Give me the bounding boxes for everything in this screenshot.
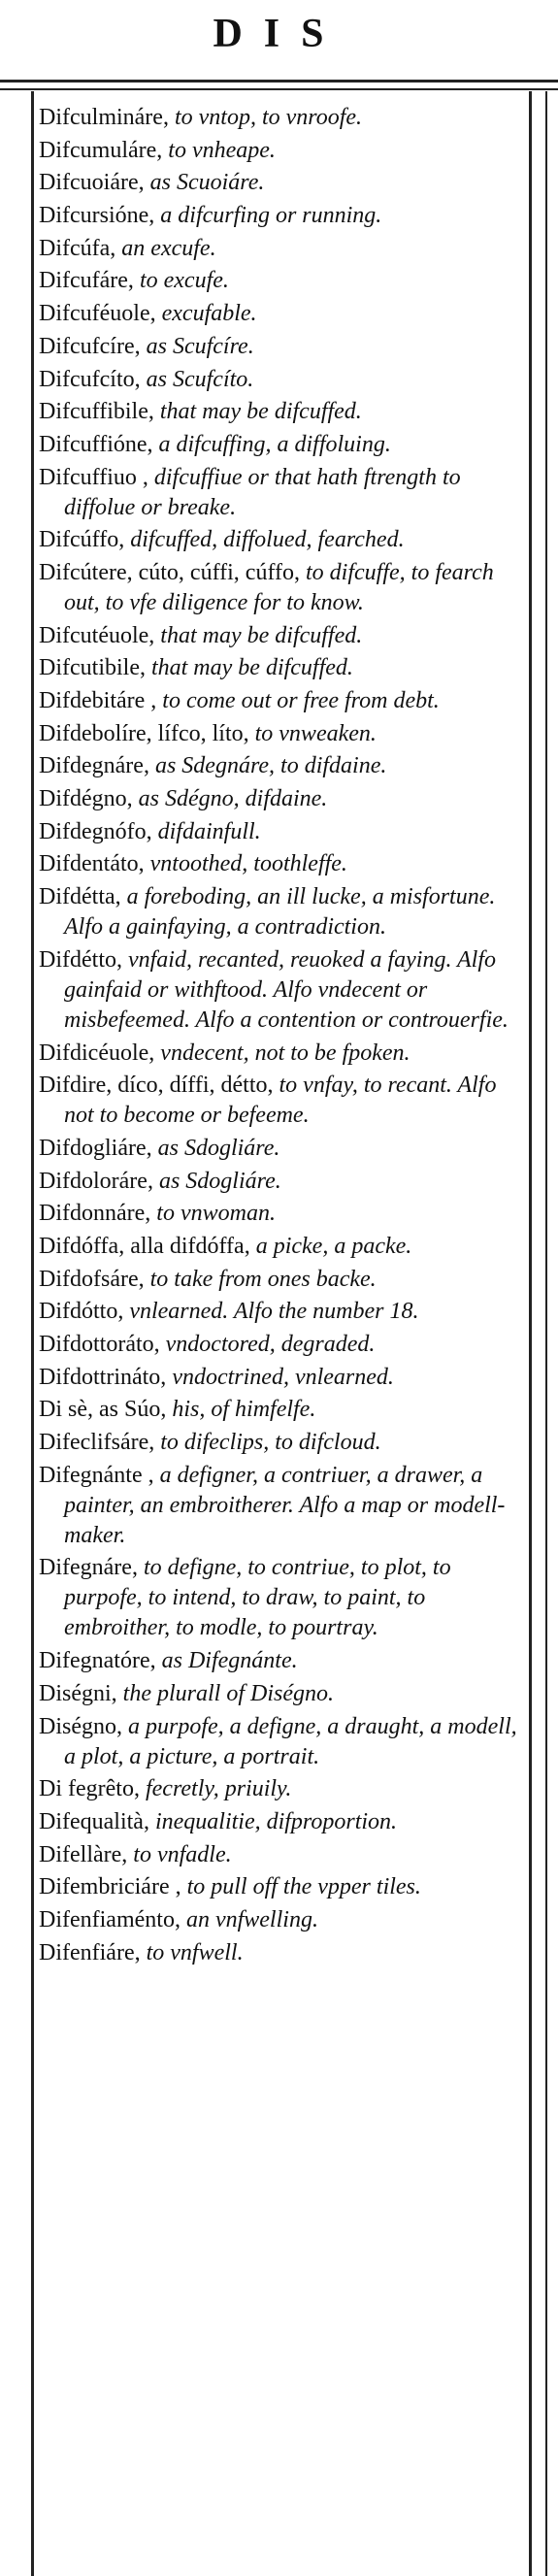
headword: Difcútere, cúto, cúffi, cúffo, xyxy=(39,559,301,585)
definition: as Scufcíre. xyxy=(146,333,254,359)
definition: a foreboding, an ill lucke, a misfortune. Alfo a gainfaying, a contradiction. xyxy=(64,884,496,941)
dictionary-entry xyxy=(39,299,524,329)
dictionary-entry xyxy=(39,1938,524,1968)
header-rule xyxy=(0,80,558,83)
column-rule-right xyxy=(529,91,532,2576)
definition: inequalitie, difproportion. xyxy=(154,1808,398,1834)
headword: Difdicéuole, xyxy=(39,1040,155,1066)
dictionary-entry xyxy=(39,945,524,1036)
dictionary-entry xyxy=(39,1428,524,1458)
definition: to come out or free from debt. xyxy=(162,688,440,713)
headword: Difdétto, xyxy=(39,946,122,973)
definition: fecretly, priuily. xyxy=(145,1776,292,1802)
dictionary-entry xyxy=(39,1297,524,1327)
dictionary-entry xyxy=(39,817,524,847)
dictionary-entry xyxy=(39,1679,524,1709)
headword: Difdegnófo, xyxy=(39,818,152,844)
headword: Difcuffiuo , xyxy=(39,464,148,490)
definition: an vnfwelling. xyxy=(185,1906,318,1932)
headword: Difcúfa, xyxy=(39,235,116,261)
dictionary-entry xyxy=(39,463,524,523)
dictionary-entry xyxy=(39,365,524,395)
headword: Difenfiaménto, xyxy=(39,1906,181,1932)
dictionary-entry xyxy=(39,234,524,264)
definition: to vnwoman. xyxy=(156,1201,276,1227)
definition: as Sdogliáre. xyxy=(158,1168,281,1194)
dictionary-entry xyxy=(39,1363,524,1393)
headword: Difcufcíre, xyxy=(39,333,141,359)
headword: Difcutibile, xyxy=(39,655,146,681)
headword: Difegnánte , xyxy=(39,1462,154,1488)
headword: Difcuffibile, xyxy=(39,399,154,425)
definition: a defigner, a contriuer, a drawer, a painter, an embroitherer. Alfo a map or modell-maker. xyxy=(64,1462,506,1548)
dictionary-entry xyxy=(39,1395,524,1425)
definition: a difcuffing, a diffoluing. xyxy=(158,431,391,457)
dictionary-entry xyxy=(39,1872,524,1902)
margin-rule xyxy=(545,91,547,2576)
headword: Difequalità, xyxy=(39,1808,149,1834)
headword: Difenfiáre, xyxy=(39,1939,141,1965)
dictionary-entry xyxy=(39,430,524,460)
dictionary-entry xyxy=(39,1646,524,1676)
dictionary-entry xyxy=(39,653,524,683)
dictionary-entry xyxy=(39,1461,524,1551)
dictionary-entry xyxy=(39,1167,524,1197)
definition: to pull off the vpper tiles. xyxy=(186,1874,421,1900)
dictionary-entry xyxy=(39,1712,524,1772)
definition: as Sdogliáre. xyxy=(157,1135,280,1161)
headword: Difdégno, xyxy=(39,786,133,812)
headword: Difdonnáre, xyxy=(39,1201,151,1227)
dictionary-entry xyxy=(39,1774,524,1804)
dictionary-entry xyxy=(39,719,524,749)
definition: the plurall of Diségno. xyxy=(122,1680,334,1706)
headword: Difculmináre, xyxy=(39,105,169,130)
definition: his, of himfelfe. xyxy=(172,1397,316,1423)
headword: Difdofsáre, xyxy=(39,1266,145,1292)
definition: to vnfay, to recant. Alfo not to become or befeeme. xyxy=(64,1073,497,1129)
headword: Difdottoráto, xyxy=(39,1332,160,1357)
dictionary-entry xyxy=(39,332,524,362)
dictionary-entry xyxy=(39,558,524,618)
definition: difcuffiue or that hath ftrength to diffolue or breake. xyxy=(64,464,461,520)
headword: Difdentáto, xyxy=(39,851,145,877)
headword: Difcufáre, xyxy=(39,268,134,294)
headword: Diségni, xyxy=(39,1680,117,1706)
definition: to excufe. xyxy=(139,268,229,294)
column-rule-left xyxy=(31,91,34,2576)
dictionary-entry xyxy=(39,1039,524,1069)
dictionary-entries xyxy=(39,103,524,1970)
headword: Difdebitáre , xyxy=(39,688,157,713)
definition: as Scuoiáre. xyxy=(149,170,265,196)
dictionary-entry xyxy=(39,1232,524,1262)
headword: Difdire, díco, díffi, détto, xyxy=(39,1073,274,1099)
definition: as Sdegnáre, to difdaine. xyxy=(154,753,387,779)
headword: Difegnáre, xyxy=(39,1555,138,1581)
headword: Difdétta, xyxy=(39,884,121,910)
dictionary-entry xyxy=(39,1330,524,1360)
dictionary-entry xyxy=(39,1071,524,1131)
definition: difdainfull. xyxy=(157,818,261,844)
headword: Difdogliáre, xyxy=(39,1135,152,1161)
headword: Difcuféuole, xyxy=(39,301,156,327)
headword: Difdóffa, alla difdóffa, xyxy=(39,1233,250,1259)
headword: Difegnatóre, xyxy=(39,1648,156,1674)
definition: as Scufcíto. xyxy=(146,366,254,392)
definition: a difcurfing or running. xyxy=(160,203,382,229)
definition: as Sdégno, difdaine. xyxy=(138,786,328,812)
definition: vntoothed, toothleffe. xyxy=(149,851,347,877)
headword: Difcufcíto, xyxy=(39,366,141,392)
definition: a picke, a packe. xyxy=(255,1233,412,1259)
running-head: DIS xyxy=(213,12,345,56)
definition: to take from ones backe. xyxy=(149,1266,377,1292)
headword: Difdoloráre, xyxy=(39,1168,153,1194)
dictionary-entry xyxy=(39,1553,524,1643)
headword: Difcuffióne, xyxy=(39,431,153,457)
dictionary-entry xyxy=(39,686,524,716)
definition: vnlearned. Alfo the number 18. xyxy=(129,1299,419,1325)
dictionary-entry xyxy=(39,1905,524,1935)
headword: Difembriciáre , xyxy=(39,1874,181,1900)
dictionary-entry xyxy=(39,1840,524,1870)
definition: that may be difcuffed. xyxy=(160,622,363,648)
dictionary-entry xyxy=(39,1807,524,1837)
headword: Difcúffo, xyxy=(39,527,125,553)
headword: Difdótto, xyxy=(39,1299,124,1325)
definition: an excufe. xyxy=(121,235,216,261)
definition: vndecent, not to be fpoken. xyxy=(160,1040,410,1066)
headword: Difeclifsáre, xyxy=(39,1430,155,1456)
headword: Difcuoiáre, xyxy=(39,170,145,196)
dictionary-entry xyxy=(39,1134,524,1164)
headword: Difcumuláre, xyxy=(39,137,163,163)
dictionary-entry xyxy=(39,1265,524,1295)
definition: to difeclips, to difcloud. xyxy=(160,1430,381,1456)
headword: Difdottrináto, xyxy=(39,1364,167,1390)
dictionary-entry xyxy=(39,168,524,198)
dictionary-entry xyxy=(39,1199,524,1229)
dictionary-entry xyxy=(39,751,524,781)
definition: as Difegnánte. xyxy=(161,1648,298,1674)
headword: Di fegrêto, xyxy=(39,1776,140,1802)
dictionary-entry xyxy=(39,103,524,133)
definition: difcuffed, diffolued, fearched. xyxy=(130,527,405,553)
headword: Difcursióne, xyxy=(39,203,155,229)
headword: Diségno, xyxy=(39,1713,122,1739)
headword: Difdebolíre, lífco, líto, xyxy=(39,720,249,746)
dictionary-entry xyxy=(39,621,524,651)
definition: to vnfadle. xyxy=(133,1841,232,1867)
definition: vnfaid, recanted, reuoked a faying. Alfo gainfaid or withftood. Alfo vndecent or misbefeemed. Alfo a contention or controuerfie. xyxy=(64,946,509,1033)
definition: that may be difcuffed. xyxy=(159,399,362,425)
definition: vndoctrined, vnlearned. xyxy=(172,1364,394,1390)
definition: to defigne, to contriue, to plot, to purpofe, to intend, to draw, to paint, to embroither, to modle, to pourtray. xyxy=(64,1555,451,1641)
dictionary-entry xyxy=(39,849,524,879)
definition: to vnfwell. xyxy=(146,1939,244,1965)
definition: to vnweaken. xyxy=(254,720,377,746)
dictionary-entry xyxy=(39,266,524,296)
dictionary-entry xyxy=(39,525,524,555)
definition: to vnheape. xyxy=(168,137,276,163)
dictionary-entry xyxy=(39,397,524,427)
dictionary-entry xyxy=(39,882,524,942)
headword: Difcutéuole, xyxy=(39,622,155,648)
headword: Difdegnáre, xyxy=(39,753,149,779)
definition: a purpofe, a defigne, a draught, a modell, a plot, a picture, a portrait. xyxy=(64,1713,517,1769)
definition: that may be difcuffed. xyxy=(150,655,353,681)
headword: Difellàre, xyxy=(39,1841,128,1867)
definition: excufable. xyxy=(161,301,257,327)
definition: to difcuffe, to fearch out, to vfe diligence for to know. xyxy=(64,559,494,615)
header-rule-thin xyxy=(0,88,558,90)
dictionary-entry xyxy=(39,784,524,814)
dictionary-entry xyxy=(39,136,524,166)
dictionary-entry xyxy=(39,201,524,231)
definition: vndoctored, degraded. xyxy=(165,1332,376,1357)
headword: Di sè, as Súo, xyxy=(39,1397,167,1423)
definition: to vntop, to vnroofe. xyxy=(174,105,363,130)
